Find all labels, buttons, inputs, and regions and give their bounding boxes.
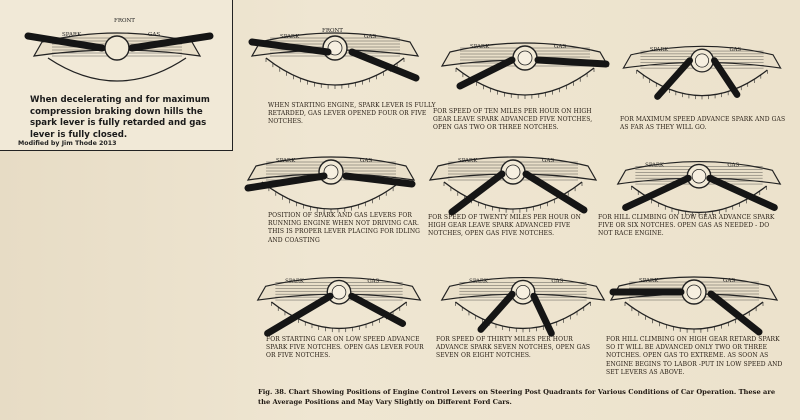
spark-lever xyxy=(626,178,689,207)
gas-label: GAS xyxy=(364,34,377,40)
spark-label: SPARK xyxy=(285,278,304,285)
quadrant-diagram xyxy=(240,18,430,98)
gas-label: GAS xyxy=(727,162,740,169)
figure-caption: Fig. 38. Chart Showing Positions of Engine Control Levers on Steering Post Quadrants for Various Conditions of Car Operation. These are the Average Positions and May Vary Slightly on Different Ford Cars. xyxy=(258,388,776,406)
gas-label: GAS xyxy=(367,278,380,285)
inset-caption: When decelerating and for maximum compression braking down hills the spark lever is fully retarded and gas lever is fully closed. xyxy=(30,95,210,140)
quadrant-diagram xyxy=(596,262,792,342)
gas-label: GAS xyxy=(551,278,564,285)
credit-text: Modified by Jim Thode 2013 xyxy=(18,140,117,147)
gas-label: GAS xyxy=(723,278,736,284)
steering-hub xyxy=(105,36,129,60)
quadrant-diagram xyxy=(246,262,432,342)
quadrant-diagram xyxy=(418,142,608,222)
quadrant-arc xyxy=(48,58,186,81)
gas-label: GAS xyxy=(542,158,555,164)
spark-label: SPARK xyxy=(62,32,82,38)
diagram-caption: FOR MAXIMUM SPEED ADVANCE SPARK AND GAS AS FAR AS THEY WILL GO. xyxy=(620,116,786,132)
quadrant-arc xyxy=(637,70,768,96)
quadrant-diagram xyxy=(612,30,792,110)
steering-post xyxy=(695,54,708,67)
quadrant-diagram xyxy=(430,28,620,108)
gas-label: GAS xyxy=(729,47,741,54)
spark-lever xyxy=(268,296,331,333)
quadrant-diagram xyxy=(236,142,426,222)
spark-label: SPARK xyxy=(276,158,296,164)
gas-lever xyxy=(714,61,737,95)
quadrant-arc xyxy=(631,186,766,212)
diagram-caption: POSITION OF SPARK AND GAS LEVERS FOR RUNNING ENGINE WHEN NOT DRIVING CAR. THIS IS PROPER LEVER PLACING FOR IDLING AND COASTING xyxy=(268,212,421,244)
steering-post xyxy=(506,165,520,179)
diagram-caption: WHEN STARTING ENGINE, SPARK LEVER IS FULLY RETARDED, GAS LEVER OPENED FOUR OR FIVE NOTCHES. xyxy=(268,102,436,126)
steering-post xyxy=(518,51,532,65)
inset-quadrant-diagram xyxy=(22,14,222,94)
quadrant-arc xyxy=(455,302,590,328)
spark-label: SPARK xyxy=(280,34,300,40)
spark-label: SPARK xyxy=(649,47,669,54)
diagram-caption: FOR SPEED OF TWENTY MILES PER HOUR ON HIGH GEAR LEAVE SPARK ADVANCED FIVE NOTCHES, OPEN GAS FIVE NOTCHES. xyxy=(428,214,582,238)
quadrant-diagram xyxy=(430,262,616,342)
spark-label: SPARK xyxy=(469,278,488,285)
front-label: FRONT xyxy=(322,28,343,34)
inset-panel xyxy=(0,0,233,151)
spark-label: SPARK xyxy=(470,44,490,50)
gas-lever xyxy=(538,60,606,64)
gas-label: GAS xyxy=(360,158,373,164)
gas-label: GAS xyxy=(148,32,161,38)
gas-lever xyxy=(526,174,584,210)
steering-post xyxy=(516,285,530,299)
diagram-caption: FOR SPEED OF THIRTY MILES PER HOUR ADVANCE SPARK SEVEN NOTCHES, OPEN GAS SEVEN OR EIGHT NOTCHES. xyxy=(436,336,591,360)
diagram-caption: FOR HILL CLIMBING ON LOW GEAR ADVANCE SPARK FIVE OR SIX NOTCHES. OPEN GAS AS NEEDED - DO NOT RACE ENGINE. xyxy=(598,214,775,238)
diagram-caption: FOR SPEED OF TEN MILES PER HOUR ON HIGH GEAR LEAVE SPARK ADVANCED FIVE NOTCHES, OPEN GAS TWO OR THREE NOTCHES. xyxy=(433,108,593,132)
spark-label: SPARK xyxy=(639,278,659,284)
steering-post xyxy=(692,169,706,183)
spark-label: SPARK xyxy=(645,162,664,169)
spark-label: SPARK xyxy=(458,158,478,164)
gas-label: GAS xyxy=(554,44,567,50)
spark-lever xyxy=(460,60,512,86)
diagram-caption: FOR STARTING CAR ON LOW SPEED ADVANCE SPARK FIVE NOTCHES. OPEN GAS LEVER FOUR OR FIVE NOTCHES. xyxy=(266,336,424,360)
steering-post xyxy=(332,285,346,299)
steering-post xyxy=(687,285,701,299)
diagram-caption: FOR HILL CLIMBING ON HIGH GEAR RETARD SPARK SO IT WILL BE ADVANCED ONLY TWO OR THREE NOTCHES. OPEN GAS TO EXTREME. AS SOON AS ENGINE BEGINS TO LABOR -PUT IN LOW SPEED AND SET LEVERS AS ABOVE. xyxy=(606,336,783,376)
front-label: FRONT xyxy=(114,18,135,24)
